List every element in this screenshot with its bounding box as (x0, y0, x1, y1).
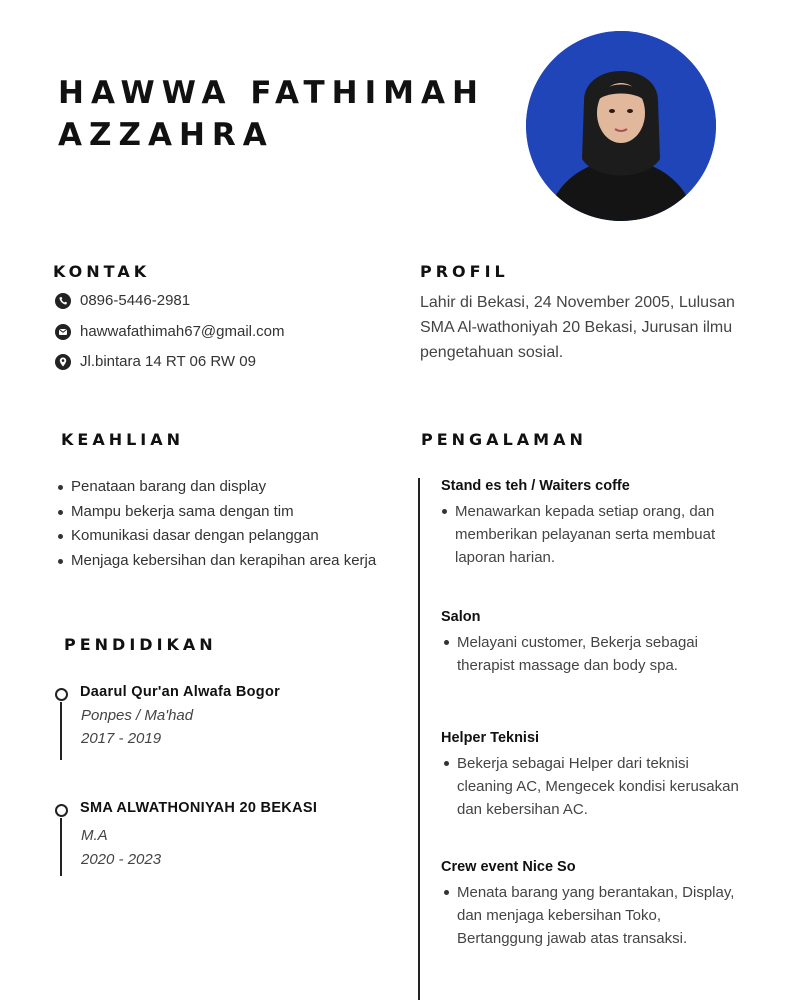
job-title: Stand es teh / Waiters coffe (441, 478, 630, 494)
experience-title: PENGALAMAN (421, 430, 587, 449)
skill-item: Menjaga kebersihan dan kerapihan area kerja (56, 549, 401, 574)
job-title: Crew event Nice So (441, 859, 576, 875)
job-description: Menata barang yang berantakan, Display, dan menjaga kebersihan Toko, Bertanggung jawab atas transaksi. (443, 881, 741, 950)
phone-icon (55, 293, 71, 309)
contact-title: KONTAK (53, 262, 151, 281)
profile-photo-illustration (526, 31, 716, 221)
skill-item: Penataan barang dan display (56, 475, 401, 500)
contact-address (55, 353, 256, 370)
profile-photo (526, 31, 716, 221)
education-years: 2017 - 2019 (81, 730, 162, 747)
contact-address-text: Jl.bintara 14 RT 06 RW 09 (80, 353, 256, 370)
skills-list (56, 475, 401, 573)
job-title: Helper Teknisi (441, 730, 540, 746)
contact-email-text: hawwafathimah67@gmail.com (80, 323, 285, 340)
location-icon (55, 354, 71, 370)
name-line-2: AZZAHRA (58, 117, 274, 153)
experience-item (441, 478, 741, 569)
skill-item: Komunikasi dasar dengan pelanggan (56, 524, 401, 549)
job-description: Melayani customer, Bekerja sebagai therapist massage dan body spa. (443, 631, 741, 677)
skill-item: Mampu bekerja sama dengan tim (56, 500, 401, 525)
experience-item (441, 859, 741, 950)
profile-title: PROFIL (420, 262, 509, 281)
mail-icon (55, 324, 71, 340)
timeline-dot (55, 688, 68, 701)
experience-item (441, 730, 741, 821)
education-title: PENDIDIKAN (64, 635, 217, 654)
job-description: Menawarkan kepada setiap orang, dan memberikan pelayanan serta membuat laporan harian. (441, 500, 741, 569)
experience-item (441, 609, 741, 677)
skills-title: KEAHLIAN (61, 430, 185, 449)
full-name (58, 72, 485, 156)
education-school: Daarul Qur'an Alwafa Bogor (80, 684, 281, 700)
education-years: 2020 - 2023 (81, 851, 162, 868)
contact-email (55, 323, 285, 340)
contact-phone (55, 292, 190, 309)
timeline-line (60, 818, 62, 876)
profile-text: Lahir di Bekasi, 24 November 2005, Lulusan SMA Al-wathoniyah 20 Bekasi, Jurusan ilmu pengetahuan sosial. (420, 294, 735, 361)
education-type: Ponpes / Ma'had (81, 707, 194, 724)
name-line-1: HAWWA FATHIMAH (58, 75, 485, 111)
job-description: Bekerja sebagai Helper dari teknisi cleaning AC, Mengecek kondisi kerusakan dan kebersihan AC. (443, 752, 741, 821)
timeline-dot (55, 804, 68, 817)
contact-phone-text: 0896-5446-2981 (80, 292, 191, 309)
education-type: M.A (81, 827, 108, 844)
job-title: Salon (441, 609, 481, 625)
timeline-line (60, 702, 62, 760)
education-school: SMA ALWATHONIYAH 20 BEKASI (80, 800, 318, 816)
experience-timeline-line (418, 478, 420, 1000)
